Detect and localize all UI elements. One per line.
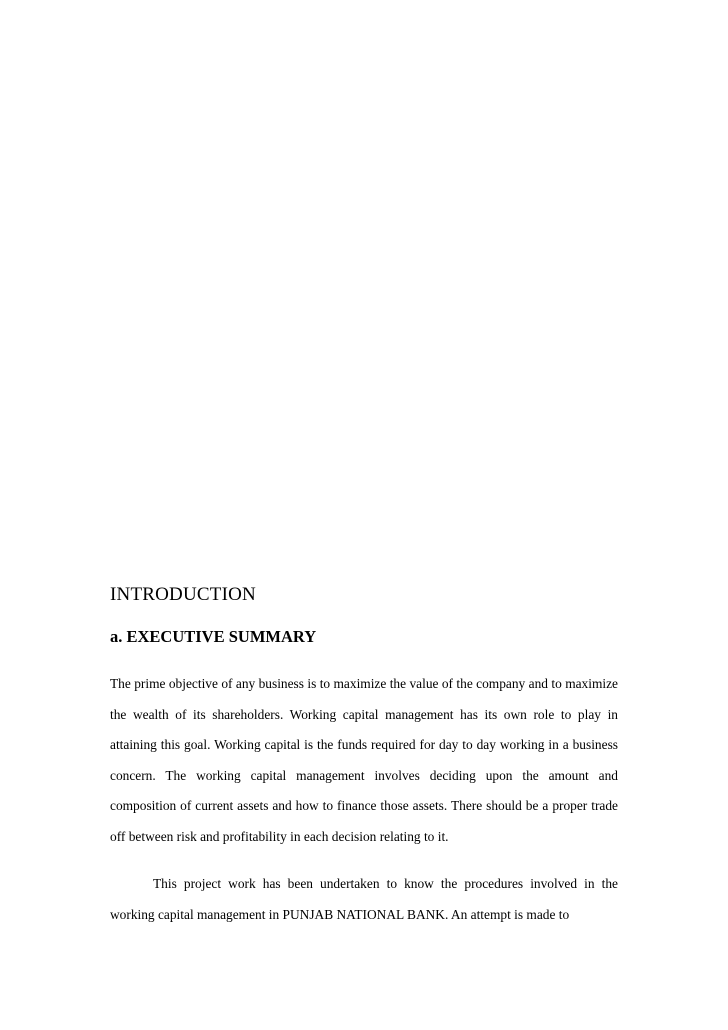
subsection-heading: a. EXECUTIVE SUMMARY (110, 627, 317, 646)
summary-paragraph-2: This project work has been undertaken to know the procedures involved in the working capital management in PUNJAB NATIONAL BANK. An attempt is made to (110, 876, 618, 922)
summary-paragraph-1: The prime objective of any business is to maximize the value of the company and to maximize the wealth of its shareholders. Working capital management has its own role to play in attaining this goal. Working capital is the funds required for day to day working in a business concern. The working capital management involves deciding upon the amount and composition of current assets and how to finance those assets. There should be a proper trade off between risk and profitability in each decision relating to it. (110, 676, 618, 844)
section-heading: INTRODUCTION (110, 584, 256, 605)
page-content (110, 583, 618, 930)
